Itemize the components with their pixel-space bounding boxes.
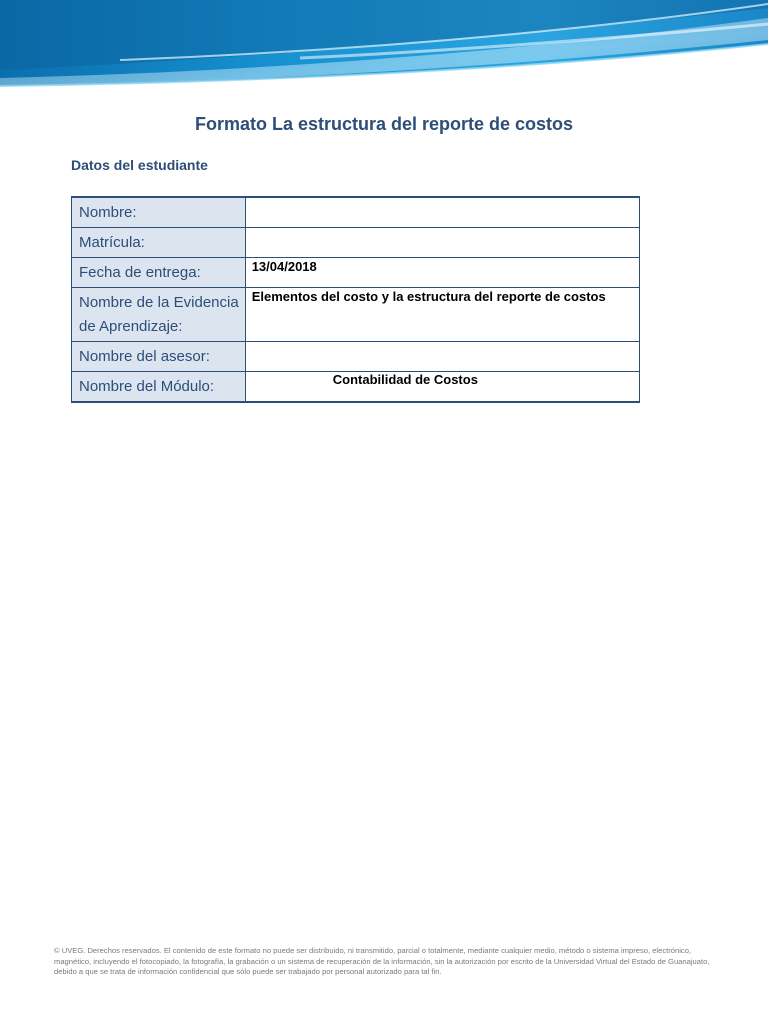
table-row — [72, 228, 640, 258]
row-label: Fecha de entrega: — [72, 258, 246, 288]
row-value: Contabilidad de Costos — [245, 372, 639, 403]
table-row — [72, 342, 640, 372]
row-label: Nombre del Módulo: — [72, 372, 246, 403]
table-row — [72, 372, 640, 403]
row-label: Nombre de la Evidencia de Aprendizaje: — [72, 288, 246, 342]
row-label: Matrícula: — [72, 228, 246, 258]
header-wave-graphic — [0, 0, 768, 96]
row-value — [245, 228, 639, 258]
copyright-notice: © UVEG. Derechos reservados. El contenido de este formato no puede ser distribuido, ni transmitido, parcial o totalmente, mediante cualquier medio, método o sistema impreso, electrónico, magnético, incluyendo el fotocopiado, la fotografía, la grabación o un sistema de recuperación de la información, sin la autorización por escrito de la Universidad Virtual del Estado de Guanajuato, debido a que se trata de información confidencial que sólo puede ser trabajado por personal autorizado para tal fin. — [54, 946, 710, 976]
table-row — [72, 258, 640, 288]
table-row — [72, 197, 640, 228]
row-value: 13/04/2018 — [245, 258, 639, 288]
row-value — [245, 197, 639, 228]
document-title: Formato La estructura del reporte de costos — [194, 114, 574, 134]
header-banner — [0, 0, 768, 96]
row-value — [245, 342, 639, 372]
table-row — [72, 288, 640, 342]
row-label: Nombre: — [72, 197, 246, 228]
section-heading: Datos del estudiante — [71, 157, 208, 173]
row-label: Nombre del asesor: — [72, 342, 246, 372]
row-value: Elementos del costo y la estructura del reporte de costos — [245, 288, 639, 342]
student-data-table — [71, 196, 640, 403]
